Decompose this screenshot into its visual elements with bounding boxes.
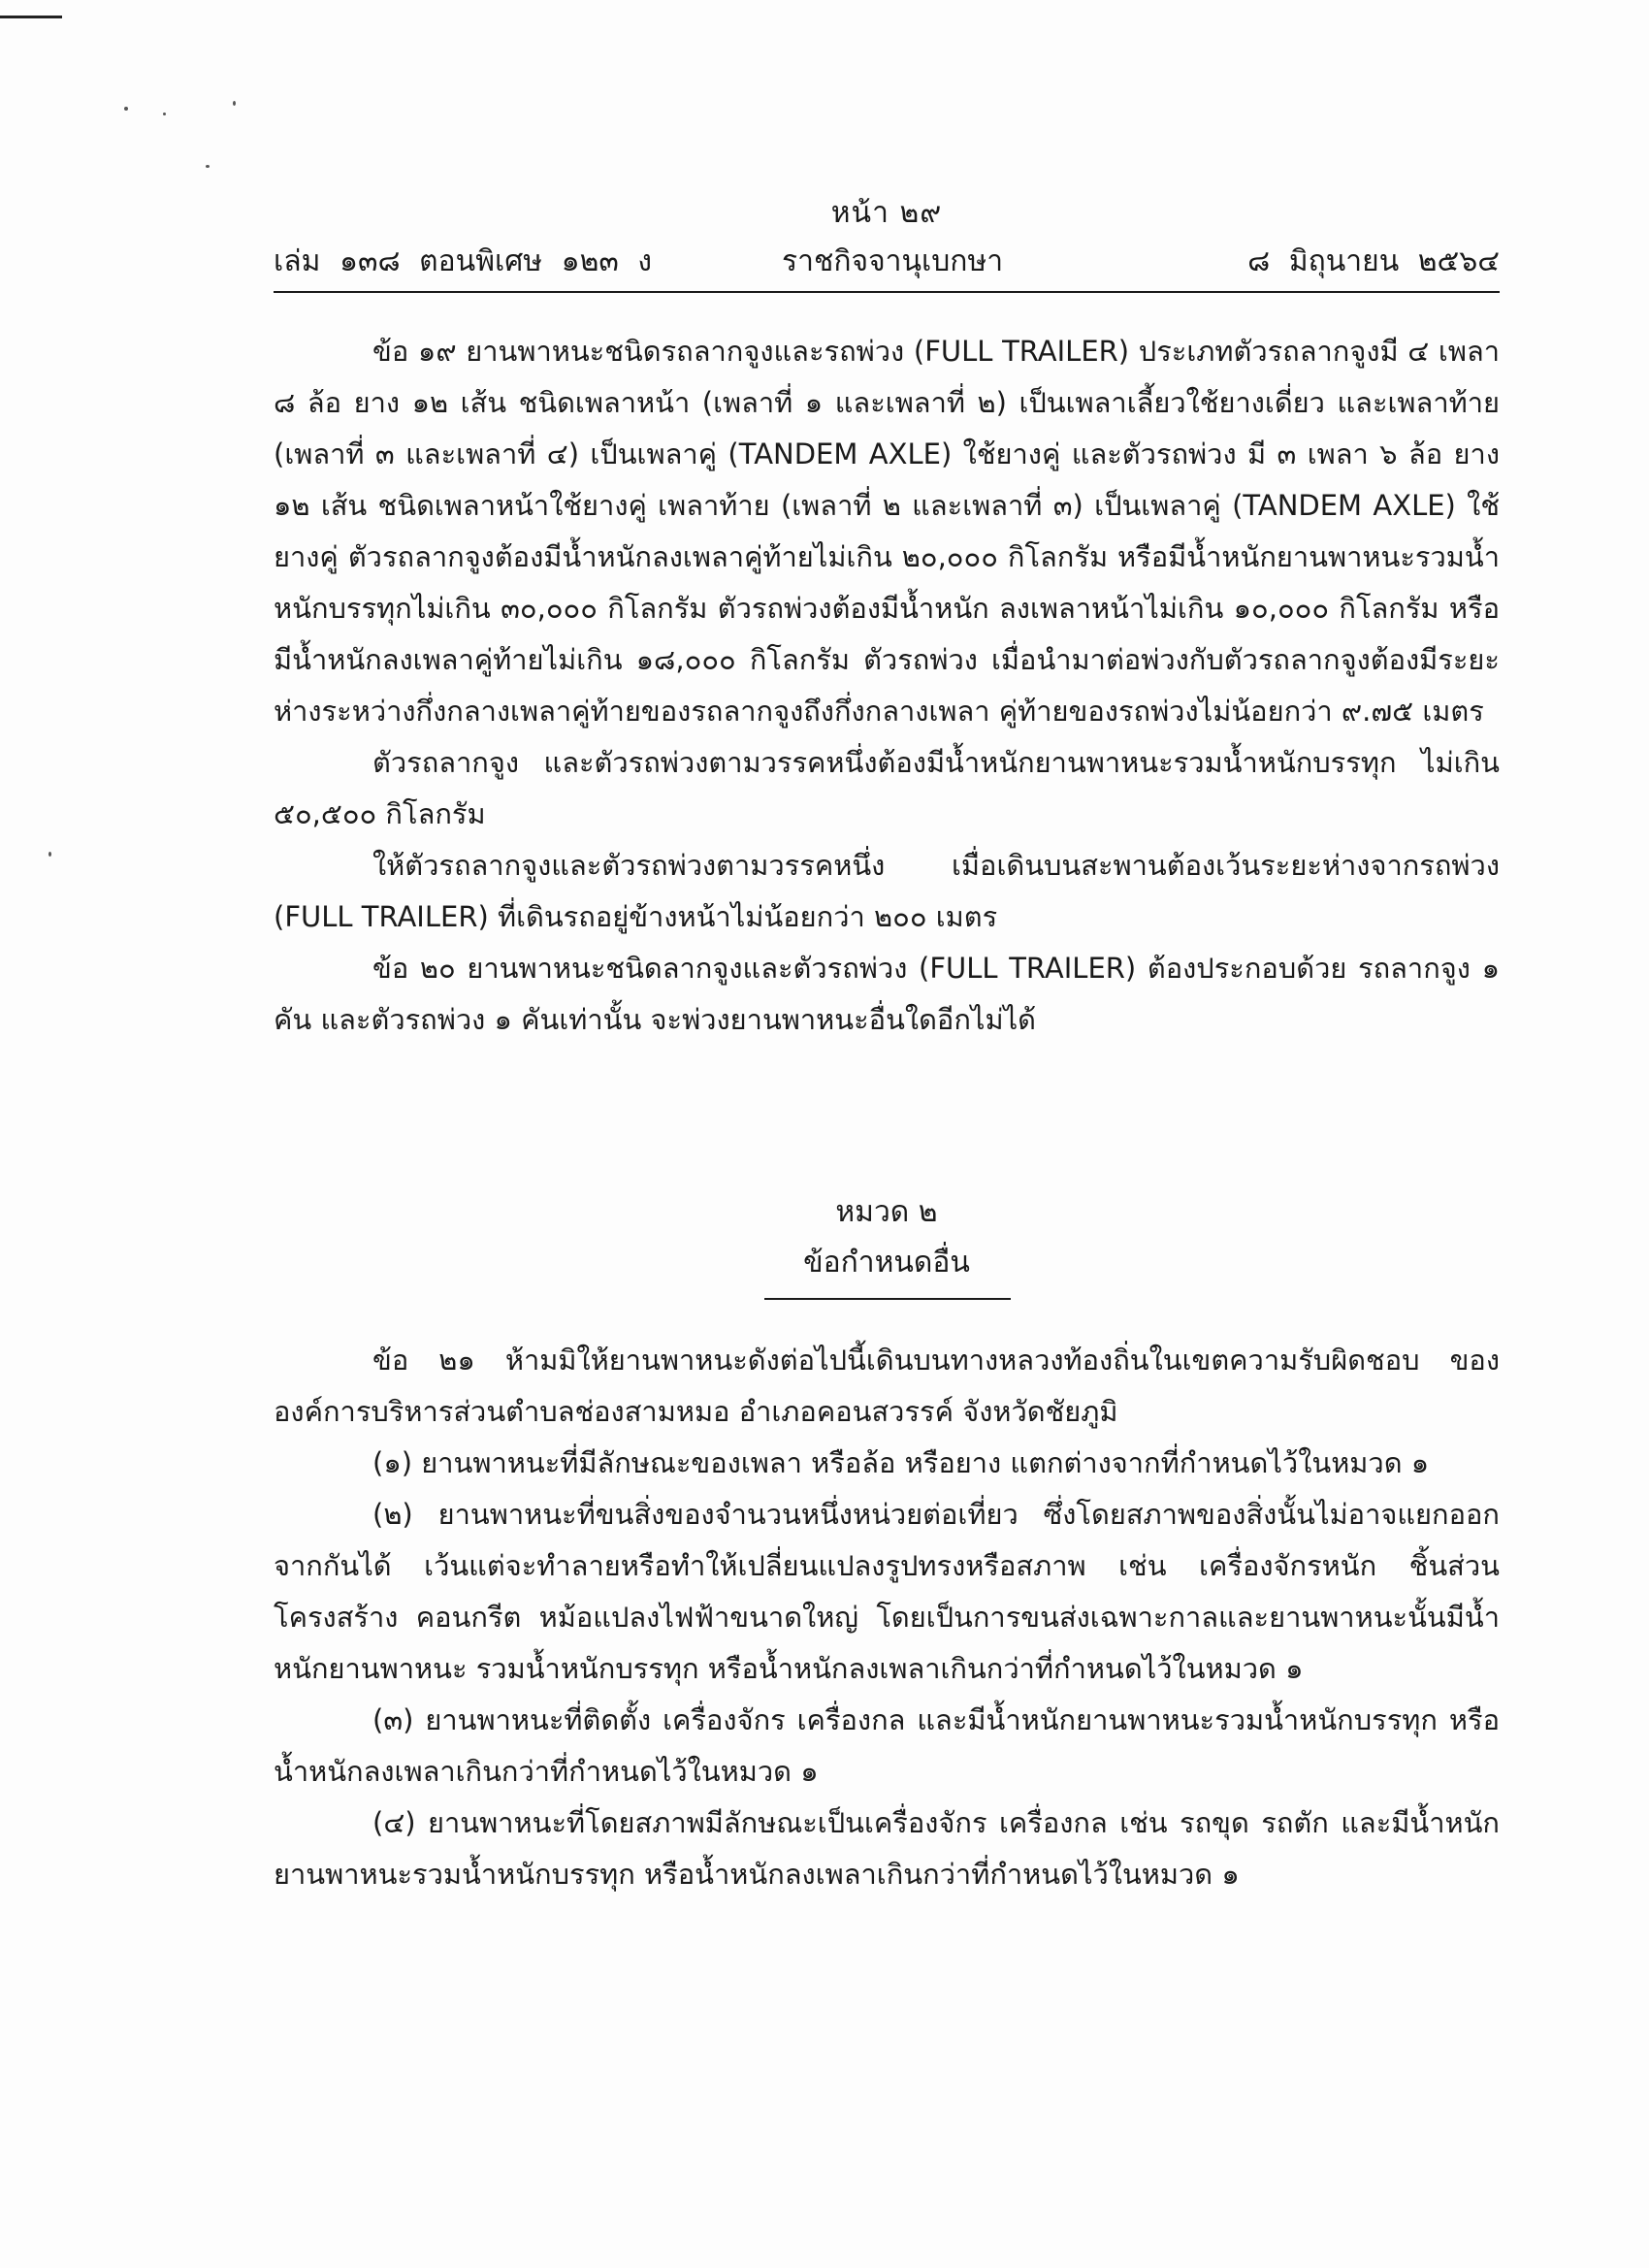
scan-speck xyxy=(233,101,236,106)
volume-issue: เล่ม ๑๓๘ ตอนพิเศษ ๑๒๓ ง xyxy=(274,244,653,278)
list-item-1: (๑) ยานพาหนะที่มีลักษณะของเพลา หรือล้อ หรือยาง แตกต่างจากที่กำหนดไว้ในหมวด ๑ xyxy=(372,1446,1430,1479)
publication-date: ๘ มิถุนายน ๒๕๖๔ xyxy=(1247,244,1500,278)
list-item-4: (๔) ยานพาหนะที่โดยสภาพมีลักษณะเป็นเครื่องจักร เครื่องกล เช่น รถขุด รถตัก และมีน้ำหนักยานพาหนะรวมน้ำหนักบรรทุก หรือน้ำหนักลงเพลาเกินกว่าที่กำหนดไว้ในหมวด ๑ xyxy=(274,1806,1500,1891)
publication-title: ราชกิจจานุเบกษา xyxy=(782,244,1004,278)
clause-20: ข้อ ๒๐ ยานพาหนะชนิดลากจูงและตัวรถพ่วง (FULL TRAILER) ต้องประกอบด้วย รถลากจูง ๑ คัน และตัวรถพ่วง ๑ คันเท่านั้น จะพ่วงยานพาหนะอื่นใดอีกไม่ได้ xyxy=(274,952,1500,1036)
corner-scan-mark xyxy=(0,16,62,18)
clause-19-paragraph-2: ตัวรถลากจูง และตัวรถพ่วงตามวรรคหนึ่งต้องมีน้ำหนักยานพาหนะรวมน้ำหนักบรรทุก ไม่เกิน ๕๐,๕๐๐ กิโลกรัม xyxy=(274,746,1500,830)
scan-speck xyxy=(124,107,128,111)
page-number: หน้า ๒๙ xyxy=(830,196,943,230)
clause-21: ข้อ ๒๑ ห้ามมิให้ยานพาหนะดังต่อไปนี้เดินบนทางหลวงท้องถิ่นในเขตความรับผิดชอบ ขององค์การบริหารส่วนตำบลช่องสามหมอ อำเภอคอนสวรรค์ จังหวัดชัยภูมิ xyxy=(274,1344,1500,1428)
section-title: หมวด ๒ xyxy=(835,1195,938,1229)
section-divider xyxy=(764,1298,1011,1300)
scan-speck xyxy=(206,165,210,168)
scan-speck xyxy=(163,113,166,115)
clause-19-paragraph-3: ให้ตัวรถลากจูงและตัวรถพ่วงตามวรรคหนึ่ง เมื่อเดินบนสะพานต้องเว้นระยะห่างจากรถพ่วง (FULL TRAILER) ที่เดินรถอยู่ข้างหน้าไม่น้อยกว่า ๒๐๐ เมตร xyxy=(274,849,1500,933)
list-item-3: (๓) ยานพาหนะที่ติดตั้ง เครื่องจักร เครื่องกล และมีน้ำหนักยานพาหนะรวมน้ำหนักบรรทุก หรือน้ำหนักลงเพลาเกินกว่าที่กำหนดไว้ในหมวด ๑ xyxy=(274,1703,1500,1788)
body-part-1 xyxy=(274,326,1500,1046)
scan-speck xyxy=(48,852,51,857)
clause-19: ข้อ ๑๙ ยานพาหนะชนิดรถลากจูงและรถพ่วง (FULL TRAILER) ประเภทตัวรถลากจูงมี ๔ เพลา ๘ ล้อ ยาง ๑๒ เส้น ชนิดเพลาหน้า (เพลาที่ ๑ และเพลาที่ ๒) เป็นเพลาเลี้ยวใช้ยางเดี่ยว และเพลาท้าย (เพลาที่ ๓ และเพลาที่ ๔) เป็นเพลาคู่ (TANDEM AXLE) ใช้ยางคู่ และตัวรถพ่วง มี ๓ เพลา ๖ ล้อ ยาง ๑๒ เส้น ชนิดเพลาหน้าใช้ยางคู่ เพลาท้าย (เพลาที่ ๒ และเพลาที่ ๓) เป็นเพลาคู่ (TANDEM AXLE) ใช้ยางคู่ ตัวรถลากจูงต้องมีน้ำหนักลงเพลาคู่ท้ายไม่เกิน ๒๐,๐๐๐ กิโลกรัม หรือมีน้ำหนักยานพาหนะรวมน้ำหนักบรรทุกไม่เกิน ๓๐,๐๐๐ กิโลกรัม ตัวรถพ่วงต้องมีน้ำหนัก ลงเพลาหน้าไม่เกิน ๑๐,๐๐๐ กิโลกรัม หรือมีน้ำหนักลงเพลาคู่ท้ายไม่เกิน ๑๘,๐๐๐ กิโลกรัม ตัวรถพ่วง เมื่อนำมาต่อพ่วงกับตัวรถลากจูงต้องมีระยะห่างระหว่างกึ่งกลางเพลาคู่ท้ายของรถลากจูงถึงกึ่งกลางเพลา คู่ท้ายของรถพ่วงไม่น้อยกว่า ๙.๗๕ เมตร xyxy=(274,335,1500,728)
section-subtitle: ข้อกำหนดอื่น xyxy=(803,1246,970,1280)
list-item-2: (๒) ยานพาหนะที่ขนสิ่งของจำนวนหนึ่งหน่วยต่อเที่ยว ซึ่งโดยสภาพของสิ่งนั้นไม่อาจแยกออกจากกันได้ เว้นแต่จะทำลายหรือทำให้เปลี่ยนแปลงรูปทรงหรือสภาพ เช่น เครื่องจักรหนัก ชิ้นส่วนโครงสร้าง คอนกรีต หม้อแปลงไฟฟ้าขนาดใหญ่ โดยเป็นการขนส่งเฉพาะกาลและยานพาหนะนั้นมีน้ำหนักยานพาหนะ รวมน้ำหนักบรรทุก หรือน้ำหนักลงเพลาเกินกว่าที่กำหนดไว้ในหมวด ๑ xyxy=(274,1498,1500,1685)
header-row xyxy=(274,239,1500,277)
header-divider xyxy=(274,291,1500,293)
body-part-2 xyxy=(274,1335,1500,1900)
